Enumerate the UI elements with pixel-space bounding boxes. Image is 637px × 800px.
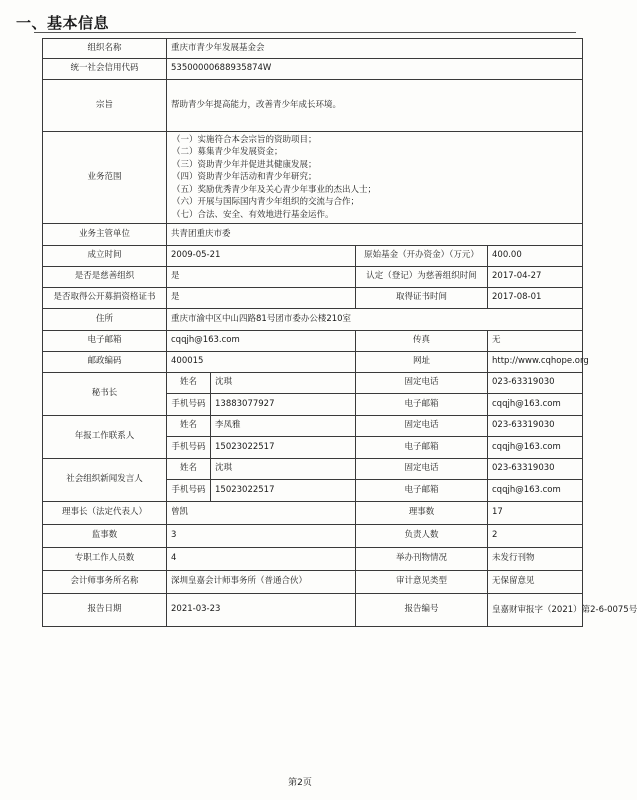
address-value: 重庆市渝中区中山四路81号团市委办公楼210室 (167, 309, 583, 331)
chair-value: 曾凯 (167, 502, 356, 525)
website-label: 网址 (356, 352, 488, 373)
audit-firm-label: 会计师事务所名称 (43, 571, 167, 594)
contact-role-label: 秘书长 (43, 373, 167, 416)
contact-name-label: 姓名 (167, 459, 211, 480)
report-date-value: 2021-03-23 (167, 594, 356, 627)
contact-email-value: cqqjh@163.com (488, 437, 583, 459)
contact-name-value: 沈琪 (211, 459, 356, 480)
supervisor-value: 共青团重庆市委 (167, 224, 583, 246)
purpose-value: 帮助青少年提高能力，改善青少年成长环境。 (167, 80, 583, 132)
fund-value: 400.00 (488, 246, 583, 267)
report-date-label: 报告日期 (43, 594, 167, 627)
row-purpose (43, 80, 583, 132)
contact-mobile-value: 13883077927 (211, 394, 356, 416)
contact-name-label: 姓名 (167, 373, 211, 394)
contact-name-value: 李凤雅 (211, 416, 356, 437)
address-label: 住所 (43, 309, 167, 331)
title-rule (34, 32, 576, 33)
contact-name-value: 沈琪 (211, 373, 356, 394)
credit-code-label: 统一社会信用代码 (43, 59, 167, 80)
scope-item: （六）开展与国际国内青少年组织的交流与合作； (172, 197, 360, 208)
chair-label: 理事长（法定代表人） (43, 502, 167, 525)
established-label: 成立时间 (43, 246, 167, 267)
row-postcode-website (43, 352, 583, 373)
audit-opinion-value: 无保留意见 (488, 571, 583, 594)
row-report (43, 594, 583, 627)
contact-mobile-label: 手机号码 (167, 480, 211, 502)
staff-value: 4 (167, 548, 356, 571)
public-cert-label: 是否取得公开募捐资格证书 (43, 288, 167, 309)
row-org-name (43, 39, 583, 59)
contact-mobile-value: 15023022517 (211, 480, 356, 502)
row-email-fax (43, 331, 583, 352)
contact-role-label: 年报工作联系人 (43, 416, 167, 459)
row-audit-firm (43, 571, 583, 594)
public-cert-value: 是 (167, 288, 356, 309)
email-label: 电子邮箱 (43, 331, 167, 352)
audit-firm-value: 深圳皇嘉会计师事务所（普通合伙） (167, 571, 356, 594)
postcode-label: 邮政编码 (43, 352, 167, 373)
website-value: http://www.cqhope.org (488, 352, 583, 373)
staff-label: 专职工作人员数 (43, 548, 167, 571)
row-address (43, 309, 583, 331)
basic-info-table (42, 38, 637, 627)
publication-value: 未发行刊物 (488, 548, 583, 571)
contact-phone-label: 固定电话 (356, 373, 488, 394)
charity-value: 是 (167, 267, 356, 288)
credit-code-value: 53500000688935874W (167, 59, 583, 80)
row-chair (43, 502, 583, 525)
row-credit-code (43, 59, 583, 80)
directors-label: 理事数 (356, 502, 488, 525)
contact-email-value: cqqjh@163.com (488, 480, 583, 502)
email-value: cqqjh@163.com (167, 331, 356, 352)
contact-phone-value: 023-63319030 (488, 459, 583, 480)
charity-date-label: 认定（登记）为慈善组织时间 (356, 267, 488, 288)
contact-mobile-value: 15023022517 (211, 437, 356, 459)
directors-value: 17 (488, 502, 583, 525)
supervisor-label: 业务主管单位 (43, 224, 167, 246)
publication-label: 举办刊物情况 (356, 548, 488, 571)
cert-date-label: 取得证书时间 (356, 288, 488, 309)
purpose-label: 宗旨 (43, 80, 167, 132)
managers-value: 2 (488, 525, 583, 548)
scope-item: （五）奖励优秀青少年及关心青少年事业的杰出人士； (172, 184, 377, 195)
row-charity (43, 267, 583, 288)
contact-phone-label: 固定电话 (356, 416, 488, 437)
row-contact-name (43, 459, 583, 480)
contact-mobile-label: 手机号码 (167, 437, 211, 459)
scope-value (167, 132, 583, 224)
managers-label: 负责人数 (356, 525, 488, 548)
report-no-label: 报告编号 (356, 594, 488, 627)
scope-item: （二）募集青少年发展资金； (172, 147, 283, 158)
org-name-label: 组织名称 (43, 39, 167, 59)
row-contact-name (43, 416, 583, 437)
org-name-value: 重庆市青少年发展基金会 (167, 39, 583, 59)
row-established (43, 246, 583, 267)
charity-label: 是否是慈善组织 (43, 267, 167, 288)
contact-name-label: 姓名 (167, 416, 211, 437)
audit-opinion-label: 审计意见类型 (356, 571, 488, 594)
row-staff (43, 548, 583, 571)
report-no-value: 皇嘉财审报字（2021）第2-6-0075号 (488, 594, 583, 627)
contact-phone-label: 固定电话 (356, 459, 488, 480)
contact-mobile-label: 手机号码 (167, 394, 211, 416)
contact-role-label: 社会组织新闻发言人 (43, 459, 167, 502)
page-number: 第2页 (288, 778, 312, 788)
cert-date-value: 2017-08-01 (488, 288, 583, 309)
contact-phone-value: 023-63319030 (488, 373, 583, 394)
contact-email-value: cqqjh@163.com (488, 394, 583, 416)
scope-label: 业务范围 (43, 132, 167, 224)
scope-item: （四）资助青少年活动和青少年研究； (172, 172, 317, 183)
section-title: 一、基本信息 (16, 14, 110, 32)
contact-email-label: 电子邮箱 (356, 394, 488, 416)
fax-label: 传真 (356, 331, 488, 352)
row-public-cert (43, 288, 583, 309)
row-scope (43, 132, 583, 224)
charity-date-value: 2017-04-27 (488, 267, 583, 288)
fund-label: 原始基金（开办资金）（万元） (356, 246, 488, 267)
supervisors-value: 3 (167, 525, 356, 548)
contact-email-label: 电子邮箱 (356, 437, 488, 459)
row-supervisor (43, 224, 583, 246)
row-contact-name (43, 373, 583, 394)
established-value: 2009-05-21 (167, 246, 356, 267)
contact-email-label: 电子邮箱 (356, 480, 488, 502)
row-supervisors (43, 525, 583, 548)
contact-phone-value: 023-63319030 (488, 416, 583, 437)
postcode-value: 400015 (167, 352, 356, 373)
fax-value: 无 (488, 331, 583, 352)
scope-item: （一）实施符合本会宗旨的资助项目； (172, 135, 317, 146)
scope-item: （七）合法、安全、有效地进行基金运作。 (172, 209, 334, 220)
scope-item: （三）资助青少年并促进其健康发展； (172, 159, 317, 170)
supervisors-label: 监事数 (43, 525, 167, 548)
